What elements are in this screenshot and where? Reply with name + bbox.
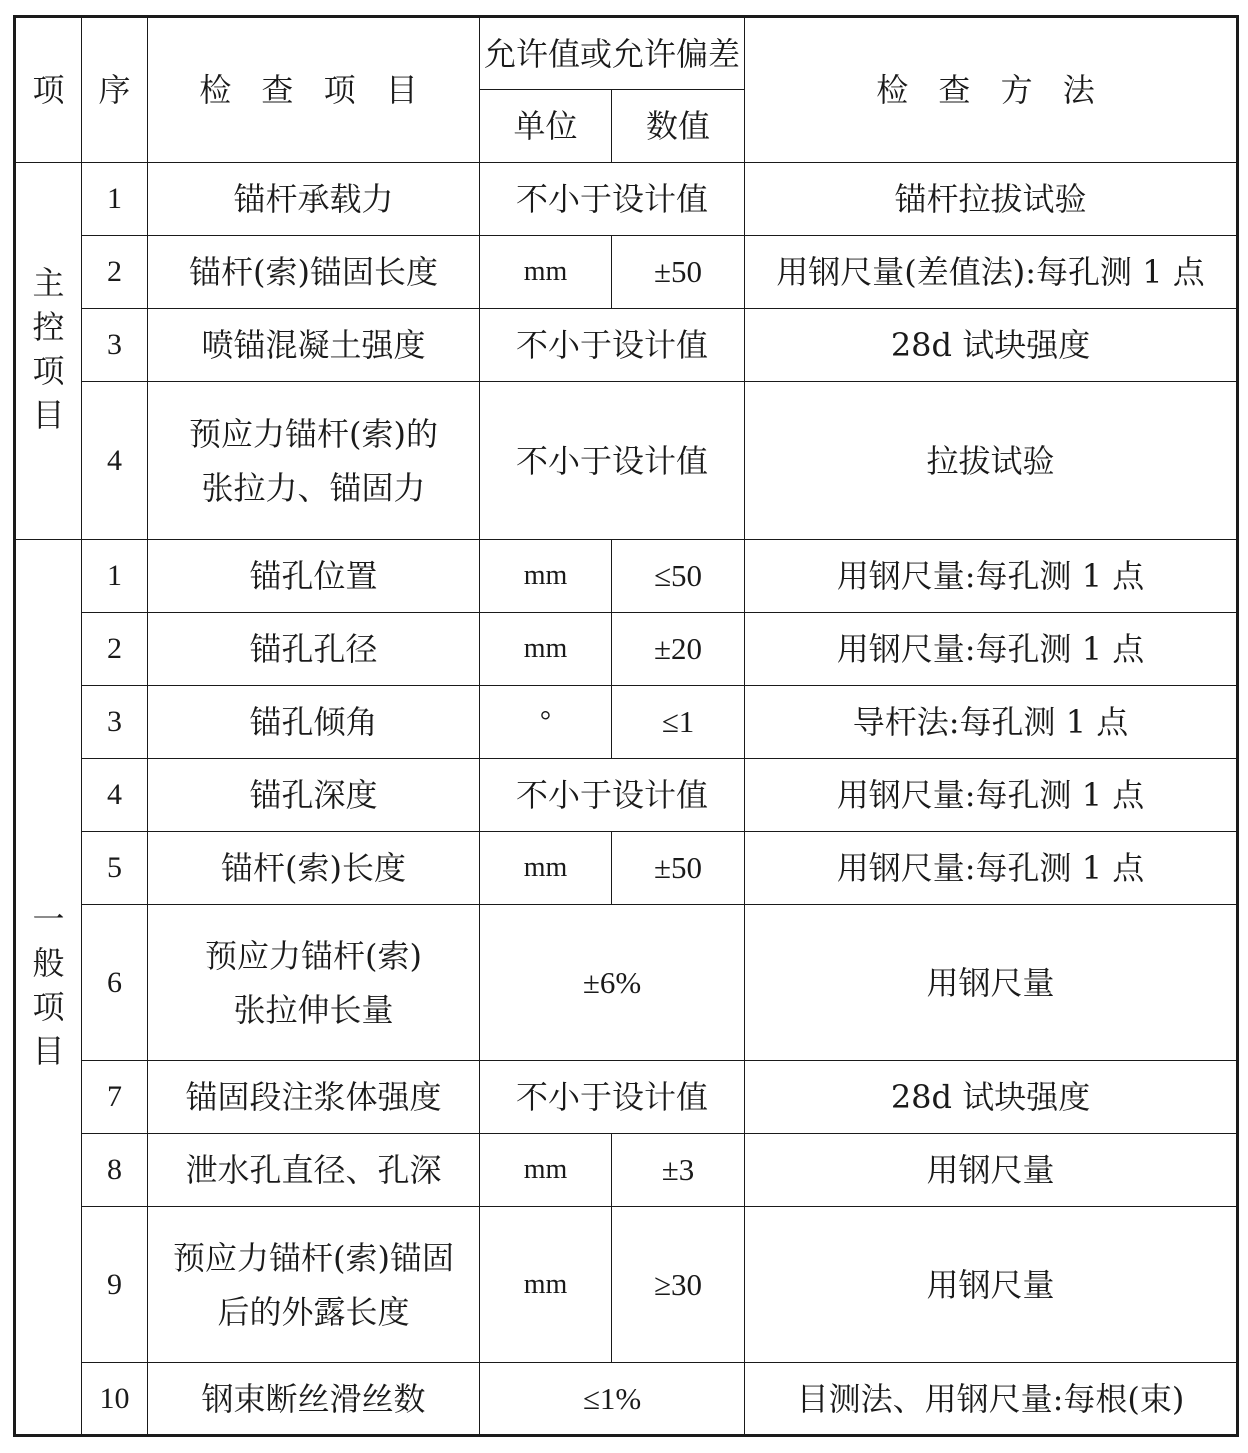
table-row [15,686,1238,759]
method-cell: 用钢尺量 [745,1134,1238,1207]
item-cell: 喷锚混凝土强度 [148,309,480,382]
method-cell: 用钢尺量:每孔测 1 点 [745,759,1238,832]
table-row [15,382,1238,540]
group-general-cell [15,540,82,1436]
seq-cell: 9 [82,1207,148,1363]
tolerance-cell: 不小于设计值 [480,163,745,236]
item-cell: 锚杆承载力 [148,163,480,236]
group-main-label: 主控项目 [32,263,65,434]
seq-cell: 8 [82,1134,148,1207]
table-row [15,163,1238,236]
header-value: 数值 [612,90,745,163]
group-general-label: 一般项目 [32,899,65,1070]
item-cell: 锚孔深度 [148,759,480,832]
header-method: 检 查 方 法 [745,17,1238,163]
seq-cell: 3 [82,309,148,382]
seq-cell: 4 [82,759,148,832]
value-cell: ±50 [612,236,745,309]
method-cell: 用钢尺量:每孔测 1 点 [745,540,1238,613]
table-row [15,1363,1238,1436]
tolerance-cell: 不小于设计值 [480,1061,745,1134]
seq-cell: 3 [82,686,148,759]
header-tolerance: 允许值或允许偏差 [480,17,745,90]
tolerance-cell: 不小于设计值 [480,759,745,832]
seq-cell: 10 [82,1363,148,1436]
item-cell: 锚孔倾角 [148,686,480,759]
item-line: 张拉力、锚固力 [201,468,426,507]
seq-cell: 6 [82,905,148,1061]
method-cell: 导杆法:每孔测 1 点 [745,686,1238,759]
table-row [15,1134,1238,1207]
value-cell: ±20 [612,613,745,686]
item-line: 预应力锚杆(索)的 [189,414,438,453]
tolerance-cell: 不小于设计值 [480,309,745,382]
header-row-1 [15,17,1238,90]
method-cell: 用钢尺量:每孔测 1 点 [745,832,1238,905]
table-row [15,759,1238,832]
unit-cell: ° [480,686,612,759]
group-main-cell [15,163,82,540]
item-cell: 锚孔位置 [148,540,480,613]
table-row [15,309,1238,382]
seq-cell: 2 [82,236,148,309]
value-cell: ≤1 [612,686,745,759]
unit-cell: mm [480,540,612,613]
unit-cell: mm [480,832,612,905]
header-unit: 单位 [480,90,612,163]
value-cell: ≥30 [612,1207,745,1363]
item-cell: 锚杆(索)长度 [148,832,480,905]
seq-cell: 2 [82,613,148,686]
table-row [15,236,1238,309]
item-line: 张拉伸长量 [233,990,394,1029]
tolerance-cell: 不小于设计值 [480,382,745,540]
method-cell: 用钢尺量 [745,905,1238,1061]
table-row [15,1207,1238,1363]
method-cell: 用钢尺量(差值法):每孔测 1 点 [745,236,1238,309]
unit-cell: mm [480,1207,612,1363]
seq-cell: 5 [82,832,148,905]
method-cell: 用钢尺量 [745,1207,1238,1363]
value-cell: ±50 [612,832,745,905]
item-cell: 锚杆(索)锚固长度 [148,236,480,309]
seq-cell: 1 [82,540,148,613]
table-row [15,832,1238,905]
method-cell: 目测法、用钢尺量:每根(束) [745,1363,1238,1436]
item-line: 后的外露长度 [217,1292,410,1331]
table-row [15,1061,1238,1134]
seq-cell: 1 [82,163,148,236]
seq-cell: 7 [82,1061,148,1134]
item-line: 预应力锚杆(索)锚固 [173,1238,454,1277]
item-cell [148,382,480,540]
inspection-table-container [13,15,1239,1437]
table-row [15,540,1238,613]
seq-cell: 4 [82,382,148,540]
tolerance-cell: ≤1% [480,1363,745,1436]
unit-cell: mm [480,1134,612,1207]
table-row [15,905,1238,1061]
method-cell: 拉拔试验 [745,382,1238,540]
item-line: 预应力锚杆(索) [205,936,422,975]
unit-cell: mm [480,236,612,309]
method-cell: 锚杆拉拔试验 [745,163,1238,236]
value-cell: ≤50 [612,540,745,613]
inspection-table [13,15,1239,1437]
method-cell: 用钢尺量:每孔测 1 点 [745,613,1238,686]
tolerance-cell: ±6% [480,905,745,1061]
unit-cell: mm [480,613,612,686]
value-cell: ±3 [612,1134,745,1207]
header-seq: 序 [82,17,148,163]
item-cell: 钢束断丝滑丝数 [148,1363,480,1436]
header-item: 检 查 项 目 [148,17,480,163]
item-cell: 泄水孔直径、孔深 [148,1134,480,1207]
item-cell [148,1207,480,1363]
item-cell: 锚孔孔径 [148,613,480,686]
method-cell: 28d 试块强度 [745,1061,1238,1134]
item-cell: 锚固段注浆体强度 [148,1061,480,1134]
header-category: 项 [15,17,82,163]
item-cell [148,905,480,1061]
method-cell: 28d 试块强度 [745,309,1238,382]
table-row [15,613,1238,686]
